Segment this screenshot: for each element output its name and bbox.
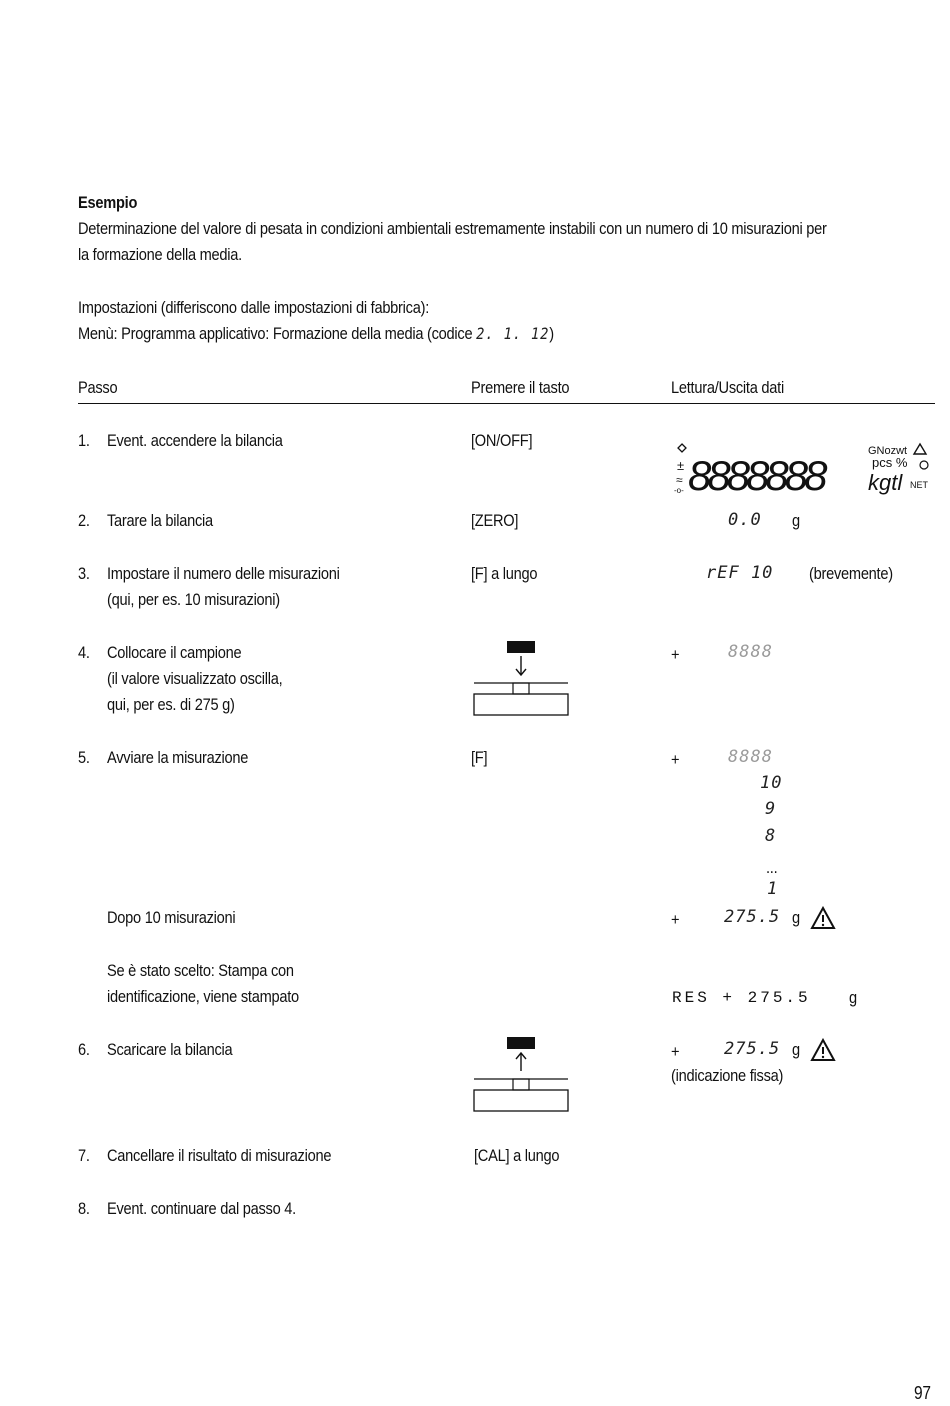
display-value-flicker: 8888 [728,642,773,662]
step-text: Tarare la bilancia [107,511,213,530]
step-number: 4. [78,643,90,662]
countdown-value: 1 [767,879,779,899]
display-sign: + [671,645,680,664]
step-number: 8. [78,1199,90,1218]
print-output: RES + 275.5 [672,989,811,1007]
step-key: [ZERO] [471,511,519,530]
display-value: rEF 10 [706,563,774,583]
step-text: (il valore visualizzato oscilla, [107,669,283,688]
display-note: (indicazione fissa) [671,1066,784,1085]
display-value-flicker: 8888 [728,747,773,767]
settings-line-1: Impostazioni (differiscono dalle impostazioni di fabbrica): [78,298,430,317]
lcd-units-bottom: kgtl [868,470,903,495]
display-note: (brevemente) [809,564,893,583]
step-text: Scaricare la bilancia [107,1040,233,1059]
step-text: Event. continuare dal passo 4. [107,1199,296,1218]
step-key: [ON/OFF] [471,431,533,450]
settings-suffix: ) [549,324,554,343]
remove-sample-icon [472,1036,570,1114]
print-unit: g [849,988,857,1007]
display-unit: g [792,1040,800,1059]
lcd-full-display-icon [672,440,934,496]
step-text: Se è stato scelto: Stampa con [107,961,294,980]
svg-text:-o-: -o- [674,486,684,495]
step-number: 5. [78,748,90,767]
step-number: 6. [78,1040,90,1059]
display-unit: g [792,908,800,927]
display-unit: g [792,511,800,530]
step-key: [F] a lungo [471,564,538,583]
step-text: Event. accendere la bilancia [107,431,283,450]
settings-line-2 [78,321,554,347]
svg-text:≈: ≈ [676,473,683,487]
lcd-units-top: GNozwt [868,445,908,457]
intro-line-1: Determinazione del valore di pesata in condizioni ambientali estremamente instabili con un numero di 10 misurazioni per [78,219,827,238]
step-number: 2. [78,511,90,530]
settings-prefix: Menù: Programma applicativo: Formazione della media (codice [78,324,477,343]
step-text: Dopo 10 misurazioni [107,908,236,927]
step-number: 3. [78,564,90,583]
display-sign: + [671,910,680,929]
step-text: qui, per es. di 275 g) [107,695,235,714]
section-heading: Esempio [78,193,138,212]
header-divider [78,403,935,404]
step-text: identificazione, viene stampato [107,987,299,1006]
display-value: 0.0 [728,510,762,530]
step-text: (qui, per es. 10 misurazioni) [107,590,280,609]
column-header-output: Lettura/Uscita dati [671,378,784,397]
step-text: Avviare la misurazione [107,748,249,767]
warning-triangle-icon [810,906,836,930]
display-value: 275.5 [724,907,781,927]
lcd-net-label: NET [910,480,928,490]
lcd-units-mid: pcs % [872,455,908,470]
countdown-value: 8 [765,826,777,846]
lcd-all-digits: 8888888 [688,452,824,496]
display-sign: + [671,1042,680,1061]
countdown-ellipsis: ... [766,858,778,877]
step-text: Impostare il numero delle misurazioni [107,564,340,583]
countdown-value: 9 [765,799,777,819]
menu-code: 2. 1. 12 [476,324,550,343]
step-text: Cancellare il risultato di misurazione [107,1146,332,1165]
step-text: Collocare il campione [107,643,242,662]
step-number: 1. [78,431,90,450]
intro-line-2: la formazione della media. [78,245,242,264]
step-number: 7. [78,1146,90,1165]
svg-text:±: ± [677,458,685,473]
step-key: [F] [471,748,488,767]
column-header-key: Premere il tasto [471,378,570,397]
warning-triangle-icon [810,1038,836,1062]
page-number: 97 [914,1383,931,1403]
step-key: [CAL] a lungo [474,1146,560,1165]
display-sign: + [671,750,680,769]
column-header-step: Passo [78,378,118,397]
countdown-value: 10 [760,773,783,793]
display-value: 275.5 [724,1039,781,1059]
place-sample-icon [472,640,570,718]
